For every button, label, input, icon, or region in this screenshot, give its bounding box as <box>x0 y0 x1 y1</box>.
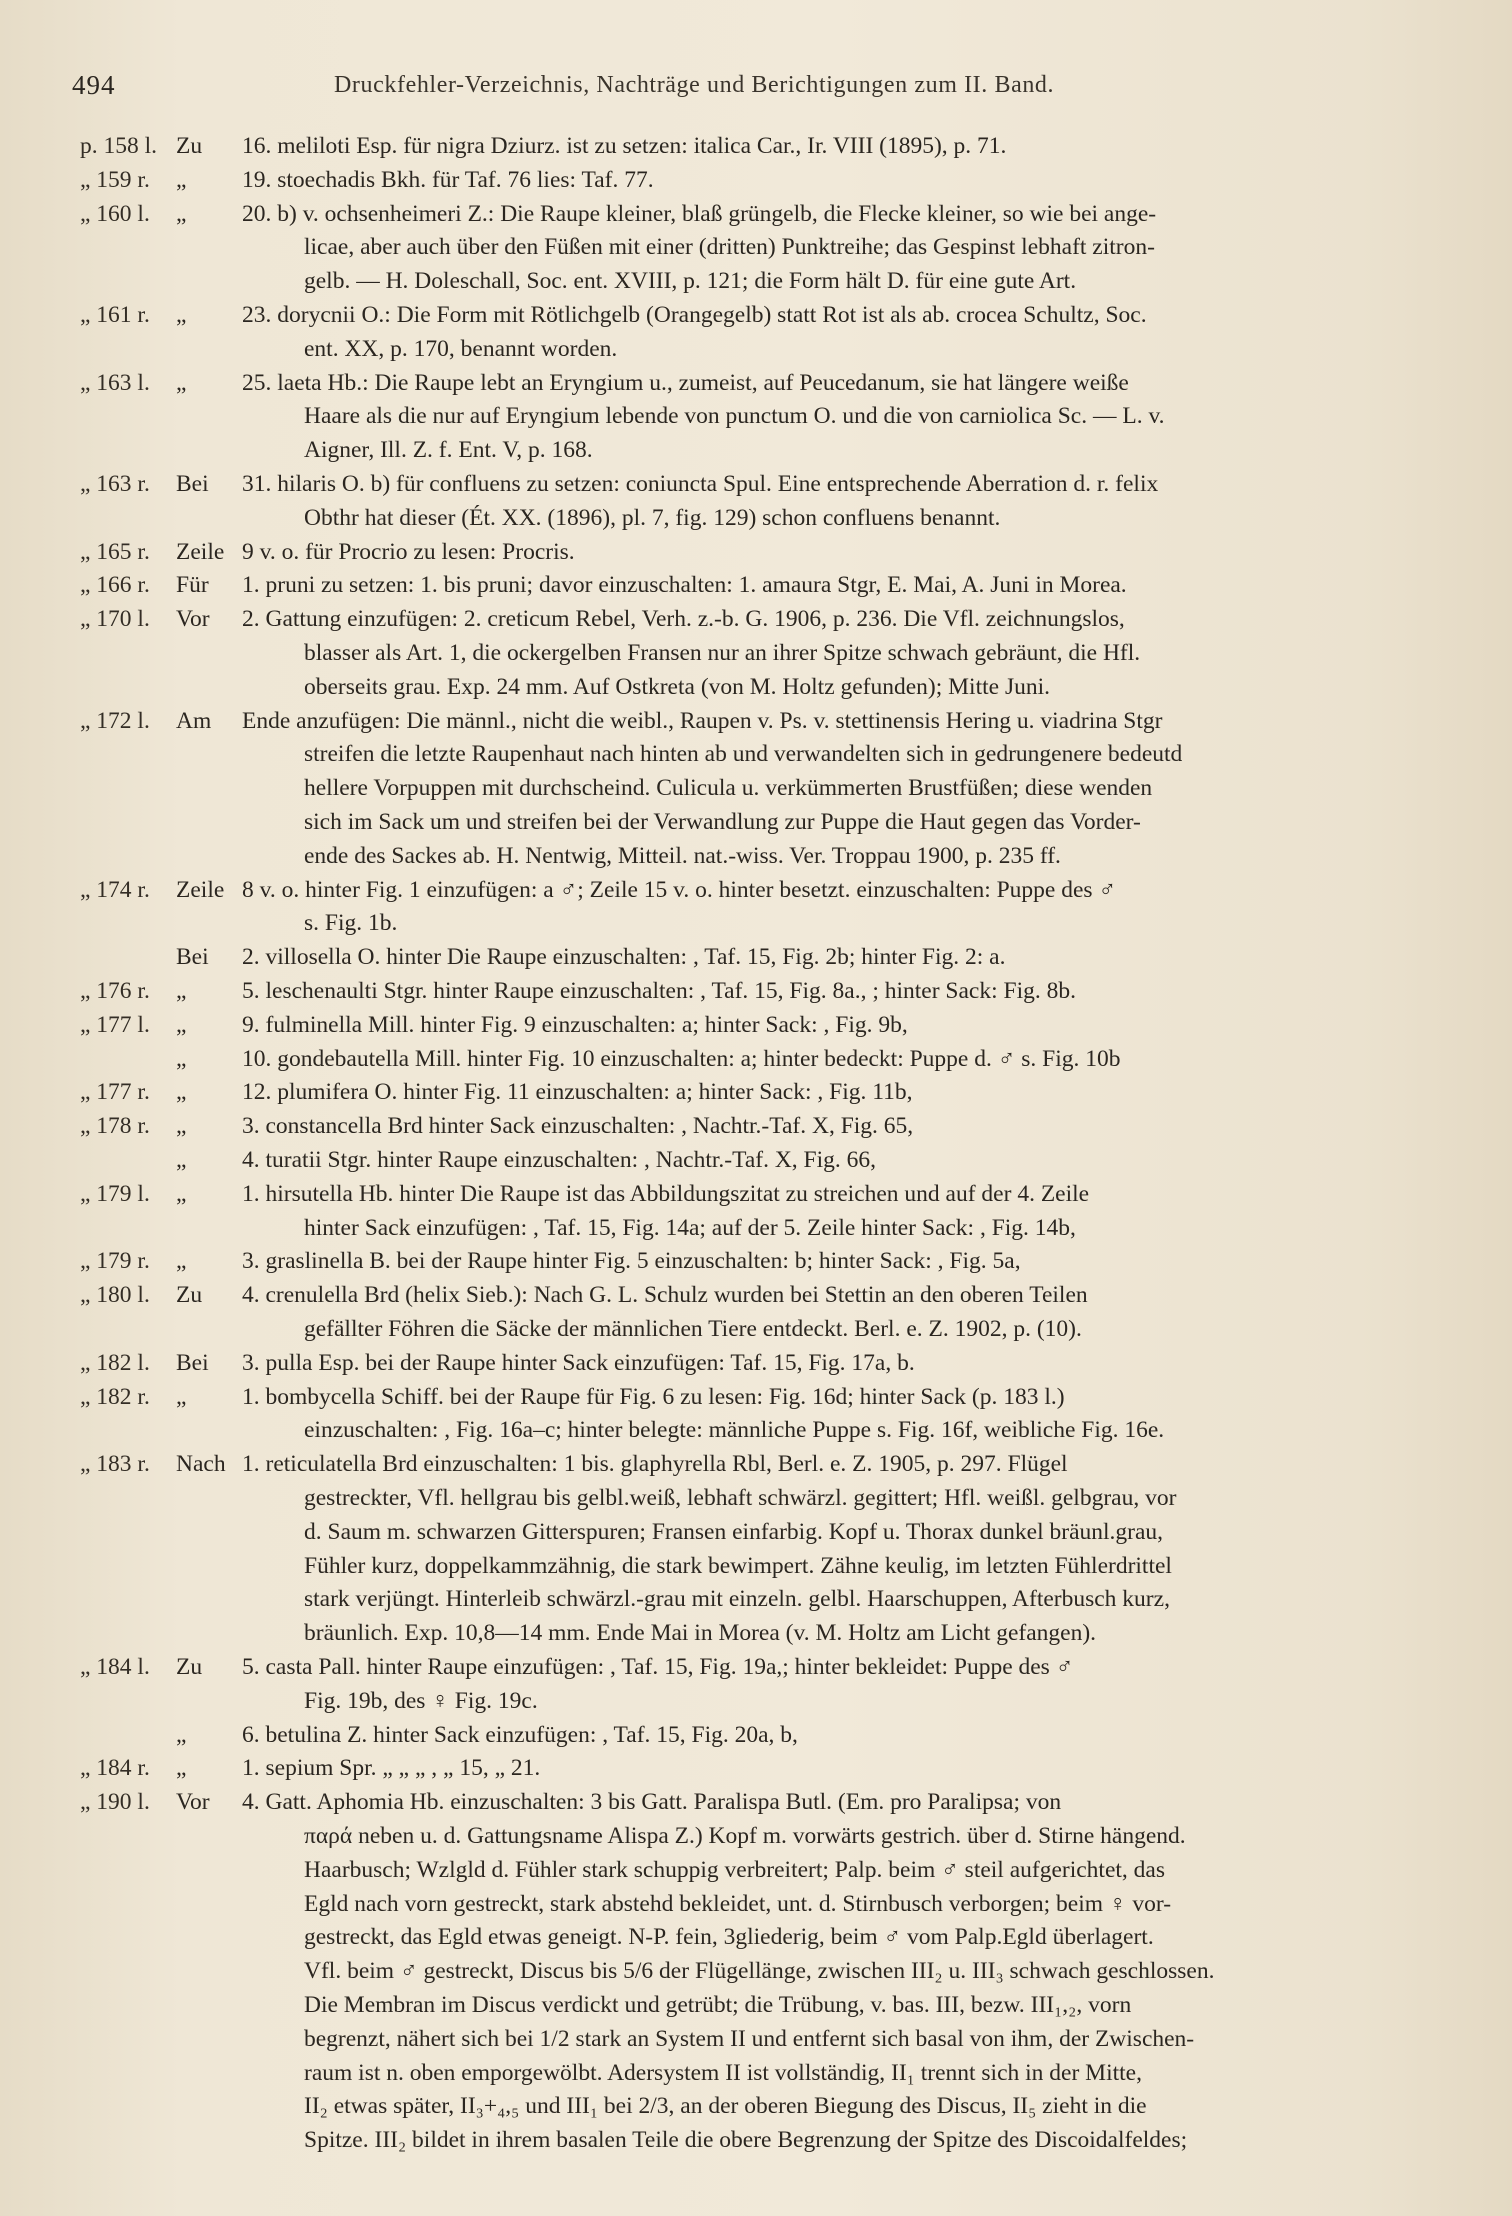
entry-continuation-line: raum ist n. oben emporgewölbt. Adersystem II ist vollständig, II₁ trennt sich in der Mitte, <box>304 2059 1142 2086</box>
entry-lead-word: „ <box>176 1721 187 1748</box>
entry-continuation-line: oberseits grau. Exp. 24 mm. Auf Ostkreta (von M. Holtz gefunden); Mitte Juni. <box>304 673 1050 700</box>
entry-lead-word: Vor <box>176 1789 210 1816</box>
page-reference: p. 158 l. <box>80 133 158 159</box>
entry-continuation-line: hinter Sack einzufügen: , Taf. 15, Fig. 14a; auf der 5. Zeile hinter Sack: , Fig. 14b, <box>304 1214 1076 1241</box>
page-reference: „ 190 l. <box>80 1789 150 1816</box>
entry-lead-word: Bei <box>176 1349 209 1376</box>
entry-lead-word: Zeile <box>176 876 225 903</box>
errata-entry <box>0 1752 1512 1786</box>
entry-continuation-line: παρά neben u. d. Gattungsname Alispa Z.) Kopf m. vorwärts gestrich. über d. Stirne hängend. <box>304 1822 1186 1849</box>
entry-first-line: 3. constancella Brd hinter Sack einzuschalten: , Nachtr.-Taf. X, Fig. 65, <box>242 1113 914 1140</box>
entry-lead-word: „ <box>176 369 187 396</box>
entry-first-line: 6. betulina Z. hinter Sack einzufügen: , Taf. 15, Fig. 20a, b, <box>242 1721 798 1748</box>
entry-lead-word: „ <box>176 166 187 193</box>
entry-continuation-line: blasser als Art. 1, die ockergelben Fransen nur an ihrer Spitze schwach gebräunt, die Hfl. <box>304 639 1141 666</box>
errata-entry <box>0 198 1512 299</box>
page-reference: „ 170 l. <box>80 606 150 633</box>
errata-entry <box>0 1347 1512 1381</box>
entry-lead-word: „ <box>176 1113 187 1140</box>
entry-lead-word: Vor <box>176 606 210 633</box>
entry-lead-word: Nach <box>176 1451 226 1478</box>
page-reference: „ 160 l. <box>80 200 150 227</box>
entry-continuation-line: sich im Sack um und streifen bei der Verwandlung zur Puppe die Haut gegen das Vorder- <box>304 808 1141 835</box>
entry-continuation-line: d. Saum m. schwarzen Gitterspuren; Fransen einfarbig. Kopf u. Thorax dunkel bräunl.grau, <box>304 1518 1164 1545</box>
page-reference: „ 161 r. <box>80 302 150 328</box>
entry-continuation-line: Obthr hat dieser (Ét. XX. (1896), pl. 7, fig. 129) schon confluens benannt. <box>304 504 1001 531</box>
entry-lead-word: „ <box>176 1079 187 1106</box>
entry-first-line: 8 v. o. hinter Fig. 1 einzufügen: a ♂; Zeile 15 v. o. hinter besetzt. einzuschalten: Puppe des ♂ <box>242 876 1117 903</box>
entry-continuation-line: Fühler kurz, doppelkammzähnig, die stark bewimpert. Zähne keulig, im letzten Fühlerdrittel <box>304 1552 1172 1579</box>
entry-lead-word: Bei <box>176 471 209 497</box>
entry-continuation-line: streifen die letzte Raupenhaut nach hinten ab und verwandelten sich in gedrungenere bedeutd <box>304 741 1183 768</box>
page-reference: „ 159 r. <box>80 166 150 193</box>
entry-lead-word: Für <box>176 572 209 599</box>
entry-first-line: 2. villosella O. hinter Die Raupe einzuschalten: , Taf. 15, Fig. 2b; hinter Fig. 2: a. <box>242 944 1006 971</box>
entry-continuation-line: begrenzt, nähert sich bei 1/2 stark an System II und entfernt sich basal von ihm, der Zwischen- <box>304 2025 1195 2052</box>
page-reference: „ 179 l. <box>80 1180 150 1207</box>
entry-continuation-line: stark verjüngt. Hinterleib schwärzl.-grau mit einzeln. gelbl. Haarschuppen, Afterbusch kurz, <box>304 1586 1170 1613</box>
errata-entry <box>0 1381 1512 1449</box>
entry-lead-word: Zu <box>176 1282 203 1309</box>
page-reference: „ 163 l. <box>80 369 150 396</box>
entry-lead-word: „ <box>176 1755 187 1782</box>
entry-continuation-line: Aigner, Ill. Z. f. Ent. V, p. 168. <box>304 437 593 464</box>
entry-first-line: 9. fulminella Mill. hinter Fig. 9 einzuschalten: a; hinter Sack: , Fig. 9b, <box>242 1011 908 1038</box>
entry-lead-word: Am <box>176 707 212 734</box>
errata-entry <box>0 367 1512 468</box>
entry-first-line: 19. stoechadis Bkh. für Taf. 76 lies: Taf. 77. <box>242 166 654 193</box>
entry-first-line: 5. leschenaulti Stgr. hinter Raupe einzuschalten: , Taf. 15, Fig. 8a., ; hinter Sack: Fig. 8b. <box>242 978 1076 1004</box>
entry-lead-word: Bei <box>176 944 209 971</box>
page-reference: „ 180 l. <box>80 1282 150 1309</box>
errata-entry <box>0 1651 1512 1719</box>
entry-continuation-line: ent. XX, p. 170, benannt worden. <box>304 335 618 362</box>
entry-lead-word: „ <box>176 200 187 227</box>
entry-lead-word: „ <box>176 1147 187 1173</box>
errata-entry <box>0 1448 1512 1651</box>
entry-first-line: 9 v. o. für Procrio zu lesen: Procris. <box>242 538 575 565</box>
entry-first-line: Ende anzufügen: Die männl., nicht die weibl., Raupen v. Ps. v. stettinensis Hering u. viadrina Stgr <box>242 707 1163 734</box>
page-reference: „ 163 r. <box>80 471 150 497</box>
entry-first-line: 2. Gattung einzufügen: 2. creticum Rebel, Verh. z.-b. G. 1906, p. 236. Die Vfl. zeichnungslos, <box>242 606 1125 633</box>
entry-first-line: 1. bombycella Schiff. bei der Raupe für Fig. 6 zu lesen: Fig. 16d; hinter Sack (p. 183 l.) <box>242 1383 1065 1410</box>
entry-continuation-line: hellere Vorpuppen mit durchscheind. Culicula u. verkümmerten Brustfüßen; diese wenden <box>304 775 1153 802</box>
errata-entry <box>0 1144 1512 1178</box>
entry-continuation-line: s. Fig. 1b. <box>304 910 398 937</box>
entry-continuation-line: Egld nach vorn gestreckt, stark abstehd bekleidet, unt. d. Stirnbusch verborgen; beim ♀ vor- <box>304 1890 1172 1917</box>
errata-entry <box>0 603 1512 704</box>
page-reference: „ 183 r. <box>80 1451 150 1478</box>
page-reference: „ 166 r. <box>80 572 150 599</box>
entry-continuation-line: Spitze. III₂ bildet in ihrem basalen Teile die obere Begrenzung der Spitze des Discoidalfeldes; <box>304 2127 1188 2154</box>
errata-entry <box>0 1110 1512 1144</box>
errata-entry <box>0 975 1512 1009</box>
entry-first-line: 1. pruni zu setzen: 1. bis pruni; davor einzuschalten: 1. amaura Stgr, E. Mai, A. Juni in Morea. <box>242 572 1127 599</box>
entry-lead-word: Zeile <box>176 538 225 565</box>
errata-entry <box>0 468 1512 536</box>
entry-first-line: 12. plumifera O. hinter Fig. 11 einzuschalten: a; hinter Sack: , Fig. 11b, <box>242 1079 913 1106</box>
entry-first-line: 4. crenulella Brd (helix Sieb.): Nach G. L. Schulz wurden bei Stettin an den oberen Teilen <box>242 1282 1088 1309</box>
errata-entry <box>0 1043 1512 1077</box>
entry-continuation-line: Vfl. beim ♂ gestreckt, Discus bis 5/6 der Flügellänge, zwischen III₂ u. III₃ schwach geschlossen. <box>304 1958 1215 1985</box>
entry-continuation-line: Fig. 19b, des ♀ Fig. 19c. <box>304 1687 538 1714</box>
page-reference: „ 179 r. <box>80 1248 150 1275</box>
entry-first-line: 5. casta Pall. hinter Raupe einzufügen: , Taf. 15, Fig. 19a,; hinter bekleidet: Puppe des ♂ <box>242 1654 1074 1680</box>
entry-continuation-line: einzuschalten: , Fig. 16a–c; hinter belegte: männliche Puppe s. Fig. 16f, weibliche Fig. 16e. <box>304 1417 1165 1444</box>
entry-continuation-line: gefällter Föhren die Säcke der männlichen Tiere entdeckt. Berl. e. Z. 1902, p. (10). <box>304 1315 1082 1342</box>
page-reference: „ 177 r. <box>80 1079 150 1106</box>
entry-continuation-line: Die Membran im Discus verdickt und getrübt; die Trübung, v. bas. III, bezw. III₁,₂, vorn <box>304 1991 1132 2018</box>
entry-first-line: 31. hilaris O. b) für confluens zu setzen: coniuncta Spul. Eine entsprechende Aberration d. r. felix <box>242 471 1159 497</box>
entry-lead-word: „ <box>176 1248 187 1275</box>
entry-lead-word: „ <box>176 302 187 328</box>
page-reference: „ 165 r. <box>80 538 150 565</box>
entry-first-line: 1. sepium Spr. „ „ „ , „ 15, „ 21. <box>242 1755 541 1782</box>
entry-continuation-line: bräunlich. Exp. 10,8—14 mm. Ende Mai in Morea (v. M. Holtz am Licht gefangen). <box>304 1620 1097 1647</box>
entry-continuation-line: gestreckt, das Egld etwas geneigt. N-P. fein, 3gliederig, beim ♂ vom Palp.Egld überlagert. <box>304 1924 1154 1951</box>
entry-continuation-line: ende des Sackes ab. H. Nentwig, Mitteil. nat.-wiss. Ver. Troppau 1900, p. 235 ff. <box>304 842 1061 869</box>
entry-continuation-line: Haare als die nur auf Eryngium lebende von punctum O. und die von carniolica Sc. — L. v. <box>304 403 1165 430</box>
errata-entry <box>0 1786 1512 2158</box>
errata-entry <box>0 1719 1512 1753</box>
errata-entry <box>0 569 1512 603</box>
errata-entry <box>0 536 1512 570</box>
entry-lead-word: „ <box>176 1045 187 1072</box>
page-reference: „ 172 l. <box>80 707 150 734</box>
page-reference: „ 178 r. <box>80 1113 150 1140</box>
entry-first-line: 10. gondebautella Mill. hinter Fig. 10 einzuschalten: a; hinter bedeckt: Puppe d. ♂ s. Fig. 10b <box>242 1045 1121 1072</box>
errata-entry <box>0 1076 1512 1110</box>
entry-first-line: 16. meliloti Esp. für nigra Dziurz. ist zu setzen: italica Car., Ir. VIII (1895), p. 71. <box>242 133 1007 159</box>
entry-lead-word: „ <box>176 1180 187 1207</box>
errata-entry <box>0 705 1512 874</box>
errata-entry <box>0 299 1512 367</box>
errata-entry <box>0 1279 1512 1347</box>
entry-first-line: 1. hirsutella Hb. hinter Die Raupe ist das Abbildungszitat zu streichen und auf der 4. Zeile <box>242 1180 1090 1207</box>
errata-entry <box>0 1178 1512 1246</box>
errata-entry <box>0 1009 1512 1043</box>
errata-entry <box>0 130 1512 164</box>
entry-continuation-line: II₂ etwas später, II₃+₄,₅ und III₁ bei 2/3, an der oberen Biegung des Discus, II₅ zieht in die <box>304 2093 1147 2120</box>
page-reference: „ 184 r. <box>80 1755 150 1782</box>
errata-entry <box>0 874 1512 942</box>
entry-lead-word: „ <box>176 978 187 1004</box>
running-head: Druckfehler-Verzeichnis, Nachträge und Berichtigungen zum II. Band. <box>334 72 1055 98</box>
page-reference: „ 184 l. <box>80 1654 150 1680</box>
entry-lead-word: „ <box>176 1383 187 1410</box>
errata-entry <box>0 941 1512 975</box>
entry-first-line: 20. b) v. ochsenheimeri Z.: Die Raupe kleiner, blaß grüngelb, die Flecke kleiner, so wie bei ange- <box>242 200 1157 227</box>
entry-first-line: 23. dorycnii O.: Die Form mit Rötlichgelb (Orangegelb) statt Rot ist als ab. crocea Schultz, Soc. <box>242 302 1147 328</box>
entry-first-line: 3. pulla Esp. bei der Raupe hinter Sack einzufügen: Taf. 15, Fig. 17a, b. <box>242 1349 915 1376</box>
entry-first-line: 1. reticulatella Brd einzuschalten: 1 bis. glaphyrella Rbl, Berl. e. Z. 1905, p. 297. Flügel <box>242 1451 1068 1478</box>
entry-first-line: 25. laeta Hb.: Die Raupe lebt an Eryngium u., zumeist, auf Peucedanum, sie hat längere weiße <box>242 369 1129 396</box>
entry-lead-word: „ <box>176 1011 187 1038</box>
entry-continuation-line: gelb. — H. Doleschall, Soc. ent. XVIII, p. 121; die Form hält D. für eine gute Art. <box>304 268 1077 295</box>
entry-lead-word: Zu <box>176 1654 203 1680</box>
errata-entry <box>0 164 1512 198</box>
page-reference: „ 176 r. <box>80 978 150 1004</box>
page-number: 494 <box>72 70 116 100</box>
errata-entry <box>0 1245 1512 1279</box>
entry-continuation-line: gestreckter, Vfl. hellgrau bis gelbl.weiß, lebhaft schwärzl. gegittert; Hfl. weißl. gelbgrau, vor <box>304 1484 1177 1511</box>
entry-first-line: 4. Gatt. Aphomia Hb. einzuschalten: 3 bis Gatt. Paralispa Butl. (Em. pro Paralipsa; von <box>242 1789 1062 1816</box>
entry-continuation-line: Haarbusch; Wzlgld d. Fühler stark schuppig verbreitert; Palp. beim ♂ steil aufgerichtet, das <box>304 1856 1165 1883</box>
entry-lead-word: Zu <box>176 133 203 159</box>
page-reference: „ 182 l. <box>80 1349 150 1376</box>
page-reference: „ 182 r. <box>80 1383 150 1410</box>
page-reference: „ 177 l. <box>80 1011 150 1038</box>
entry-first-line: 3. graslinella B. bei der Raupe hinter Fig. 5 einzuschalten: b; hinter Sack: , Fig. 5a, <box>242 1248 1021 1275</box>
page-reference: „ 174 r. <box>80 876 150 903</box>
entry-continuation-line: licae, aber auch über den Füßen mit einer (dritten) Punktreihe; das Gespinst lebhaft zitron- <box>304 234 1155 261</box>
entry-first-line: 4. turatii Stgr. hinter Raupe einzuschalten: , Nachtr.-Taf. X, Fig. 66, <box>242 1147 877 1173</box>
